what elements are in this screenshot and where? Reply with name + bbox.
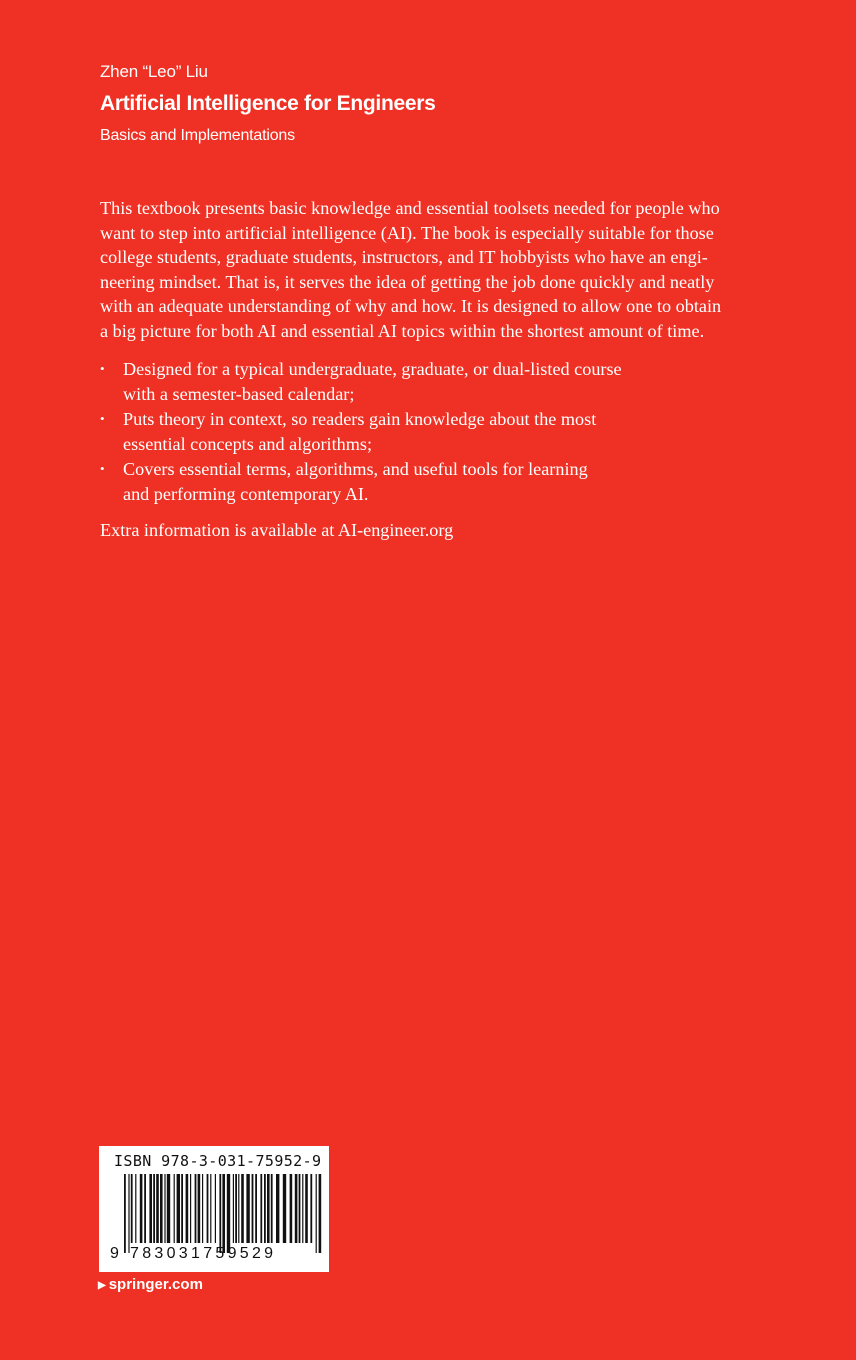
feature-line: Puts theory in context, so readers gain knowledge about the most: [123, 409, 597, 430]
barcode-bar: [310, 1174, 312, 1243]
author-name: Zhen “Leo” Liu: [100, 62, 208, 81]
feature-line: with a semester-based calendar;: [123, 383, 355, 404]
barcode-bar: [210, 1174, 211, 1243]
description-paragraph: [100, 196, 790, 344]
description-line: neering mindset. That is, it serves the idea of getting the job done quickly and neatly: [100, 271, 715, 292]
barcode-bar: [271, 1174, 273, 1243]
feature-list-item: [100, 357, 790, 406]
barcode-bar: [156, 1174, 159, 1243]
barcode-bar: [295, 1174, 298, 1243]
barcode-bar: [299, 1174, 301, 1243]
barcode-bar: [153, 1174, 155, 1243]
barcode-bar: [241, 1174, 244, 1243]
barcode-bar: [177, 1174, 180, 1243]
feature-line: Designed for a typical undergraduate, graduate, or dual-listed course: [123, 359, 622, 379]
barcode-bar: [290, 1174, 293, 1243]
book-subtitle: Basics and Implementations: [100, 127, 295, 144]
barcode-bar: [124, 1174, 126, 1253]
barcode-first-digit: 9: [110, 1245, 119, 1262]
barcode-bar: [164, 1174, 165, 1243]
bullet-icon: •: [100, 361, 105, 376]
barcode-bar: [181, 1174, 183, 1243]
barcode-bar: [140, 1174, 143, 1243]
barcode-bar: [207, 1174, 209, 1243]
barcode-bar: [252, 1174, 254, 1243]
bullet-icon: •: [100, 461, 105, 477]
feature-line: essential concepts and algorithms;: [123, 433, 373, 454]
barcode-bar: [227, 1174, 230, 1253]
barcode-bar: [302, 1174, 303, 1243]
barcode-bar: [160, 1174, 163, 1243]
description-line: This textbook presents basic knowledge and essential toolsets needed for people who: [100, 198, 720, 218]
description-line: with an adequate understanding of why and how. It is designed to allow one to obtain: [100, 296, 722, 317]
feature-list-item: [100, 457, 790, 506]
barcode-bar: [319, 1174, 322, 1253]
barcode-bar: [198, 1174, 201, 1243]
barcode-bar: [135, 1174, 136, 1243]
barcode-bar: [131, 1174, 133, 1243]
isbn-barcode: [99, 1146, 329, 1272]
barcode-bar: [305, 1174, 308, 1243]
feature-list: [100, 357, 790, 508]
description-line: a big picture for both AI and essential AI topics within the shortest amount of time.: [100, 320, 705, 341]
bullet-icon: •: [100, 411, 105, 427]
barcode-bar: [144, 1174, 146, 1243]
publisher-link[interactable]: [98, 1276, 203, 1293]
barcode-bar: [190, 1174, 191, 1243]
extra-info-text: Extra information is available at AI-engineer.org: [100, 520, 454, 540]
barcode-bar: [128, 1174, 129, 1253]
feature-list-item: [100, 407, 790, 456]
barcode-bar: [246, 1174, 249, 1243]
publisher-url: springer.com: [108, 1276, 203, 1293]
barcode-bar: [267, 1174, 270, 1243]
feature-line: Covers essential terms, algorithms, and useful tools for learning: [123, 459, 588, 480]
barcode-bar: [283, 1174, 286, 1243]
barcode-bar: [238, 1174, 239, 1243]
description-line: college students, graduate students, instructors, and IT hobbyists who have an engi-: [100, 247, 708, 268]
barcode-bar: [260, 1174, 262, 1243]
barcode-bar: [316, 1174, 317, 1253]
book-title: Artificial Intelligence for Engineers: [100, 92, 436, 115]
isbn-number: ISBN 978-3-031-75952-9: [114, 1152, 322, 1170]
barcode-bar: [174, 1174, 175, 1243]
barcode-bar: [219, 1174, 221, 1253]
barcode-bar: [233, 1174, 234, 1243]
feature-line: and performing contemporary AI.: [123, 483, 369, 504]
barcode-bar: [215, 1174, 216, 1243]
barcode-bar: [149, 1174, 152, 1243]
barcode-bar: [167, 1174, 170, 1243]
barcode-bar: [264, 1174, 266, 1243]
barcode-bar: [202, 1174, 203, 1243]
barcode-bar: [255, 1174, 257, 1243]
barcode-bar: [276, 1174, 279, 1243]
barcode-bar: [186, 1174, 189, 1243]
description-line: want to step into artificial intelligence (AI). The book is especially suitable for those: [100, 222, 714, 243]
barcode-digits: 783031759529: [130, 1245, 277, 1262]
barcode-bar: [195, 1174, 197, 1243]
barcode-bar: [235, 1174, 237, 1243]
arrow-right-icon: ▶: [98, 1280, 106, 1291]
barcode-bar: [222, 1174, 225, 1253]
